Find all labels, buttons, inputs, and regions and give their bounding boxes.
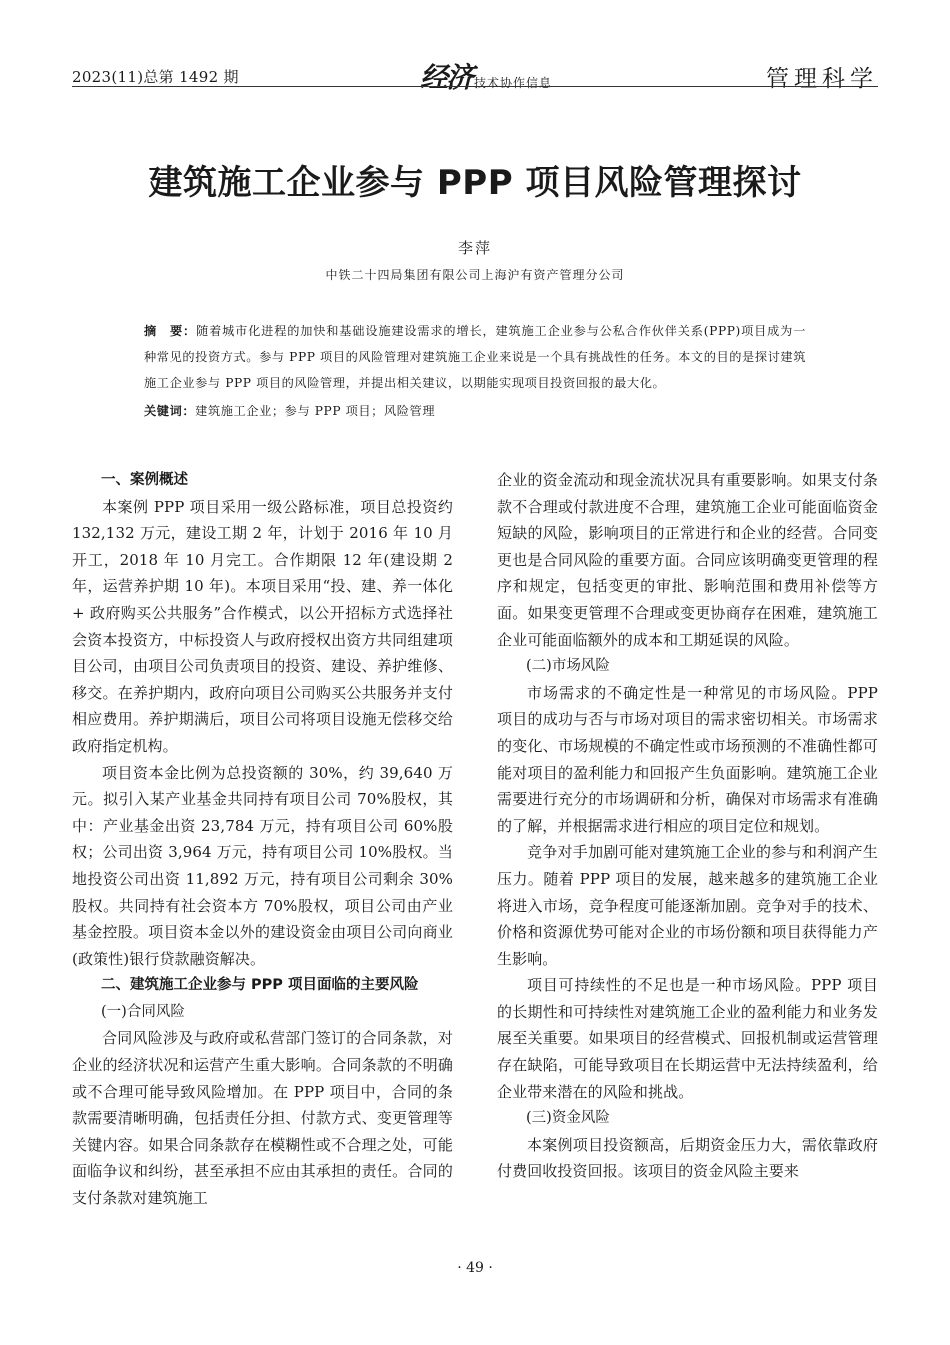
paragraph: 竞争对手加剧可能对建筑施工企业的参与和利润产生压力。随着 PPP 项目的发展，越来越多的建筑施工企业将进入市场，竞争程度可能逐渐加剧。竞争对手的技术、价格和资源优势可能对企业的市场份额和项目获得能力产生影响。 [497, 843, 878, 968]
article-title: 建筑施工企业参与 PPP 项目风险管理探讨 [148, 163, 802, 203]
paragraph: 市场需求的不确定性是一种常见的市场风险。PPP 项目的成功与否与市场对项目的需求密切相关。市场需求的变化、市场规模的不确定性或市场预测的不准确性都可能对项目的盈利能力和回报产生负面影响。建筑施工企业需要进行充分的市场调研和分析，确保对市场需求有准确的了解，并根据需求进行相应的项目定位和规划。 [497, 683, 878, 835]
left-column [72, 467, 453, 1212]
subsection-heading-contract-risk: (一)合同风险 [101, 1003, 185, 1020]
section-heading-2: 二、建筑施工企业参与 PPP 项目面临的主要风险 [101, 977, 419, 994]
keywords-label: 关键词： [144, 404, 196, 418]
paragraph: 本案例项目投资额高，后期资金压力大，需依靠政府付费回收投资回报。该项目的资金风险主要来 [497, 1135, 878, 1181]
header-divider [72, 86, 878, 87]
running-header [72, 56, 878, 92]
page-number: · 49 · [457, 1260, 493, 1276]
issue-number: 2023(11)总第 1492 期 [72, 68, 239, 86]
section-name: 管理科学 [766, 66, 878, 92]
abstract-text: 随着城市化进程的加快和基础设施建设需求的增长，建筑施工企业参与公私合作伙伴关系(PPP)项目成为一种常见的投资方式。参与 PPP 项目的风险管理对建筑施工企业来说是一个具有挑战性的任务。本文的目的是探讨建筑施工企业参与 PPP 项目的风险管理，并提出相关建议，以期能实现项目投资回报的最大化。 [144, 324, 806, 390]
keywords [144, 398, 806, 424]
section-heading-1: 一、案例概述 [101, 472, 188, 488]
author-name: 李萍 [457, 239, 492, 257]
journal-logo-script: 经济 [420, 61, 473, 94]
abstract-label: 摘 要： [144, 324, 197, 338]
abstract [144, 318, 806, 396]
paragraph: 项目可持续性的不足也是一种市场风险。PPP 项目的长期性和可持续性对建筑施工企业的盈利能力和业务发展至关重要。如果项目的经营模式、回报机制或运营管理存在缺陷，可能导致项目在长期运营中无法持续盈利，给企业带来潜在的风险和挑战。 [497, 976, 878, 1101]
author-affiliation: 中铁二十四局集团有限公司上海沪有资产管理分公司 [325, 268, 625, 282]
keywords-text: 建筑施工企业；参与 PPP 项目；风险管理 [195, 404, 436, 418]
journal-subtitle: 技术协作信息 [474, 76, 553, 90]
subsection-heading-funding-risk: (三)资金风险 [526, 1110, 610, 1127]
subsection-heading-market-risk: (二)市场风险 [526, 658, 610, 675]
journal-logo [420, 56, 552, 96]
paragraph: 本案例 PPP 项目采用一级公路标准，项目总投资约 132,132 万元，建设工期 2 年，计划于 2016 年 10 月开工，2018 年 10 月完工。合作期限 12 年(建设期 2 年，运营养护期 10 年)。本项目采用“投、建、养一体化 + 政府购买公共服务”合作模式，以公开招标方式选择社会资本投资方，中标投资人与政府授权出资方共同组建项目公司，由项目公司负责项目的投资、建设、养护维修、移交。在养护期内，政府向项目公司购买公共服务并支付相应费用。养护期满后，项目公司将项目设施无偿移交给政府指定机构。 [72, 497, 453, 755]
paragraph: 项目资本金比例为总投资额的 30%，约 39,640 万元。拟引入某产业基金共同持有项目公司 70%股权，其中：产业基金出资 23,784 万元，持有项目公司 60%股权；公司出资 3,964 万元，持有项目公司 10%股权。当地投资公司出资 11,892 万元，持有项目公司剩余 30%股权。共同持有社会资本方 70%股权，项目公司由产业基金控股。项目资本金以外的建设资金由项目公司向商业(政策性)银行贷款融资解决。 [72, 763, 453, 968]
right-column [497, 467, 878, 1185]
paragraph: 企业的资金流动和现金流状况具有重要影响。如果支付条款不合理或付款进度不合理，建筑施工企业可能面临资金短缺的风险，影响项目的正常进行和企业的经营。合同变更也是合同风险的重要方面。合同应该明确变更管理的程序和规定，包括变更的审批、影响范围和费用补偿等方面。如果变更管理不合理或变更协商存在困难，建筑施工企业可能面临额外的成本和工期延误的风险。 [497, 471, 878, 649]
paragraph: 合同风险涉及与政府或私营部门签订的合同条款，对企业的经济状况和运营产生重大影响。合同条款的不明确或不合理可能导致风险增加。在 PPP 项目中，合同的条款需要清晰明确，包括责任分担、付款方式、变更管理等关键内容。如果合同条款存在模糊性或不合理之处，可能面临争议和纠纷，甚至承担不应由其承担的责任。合同的支付条款对建筑施工 [72, 1029, 453, 1208]
